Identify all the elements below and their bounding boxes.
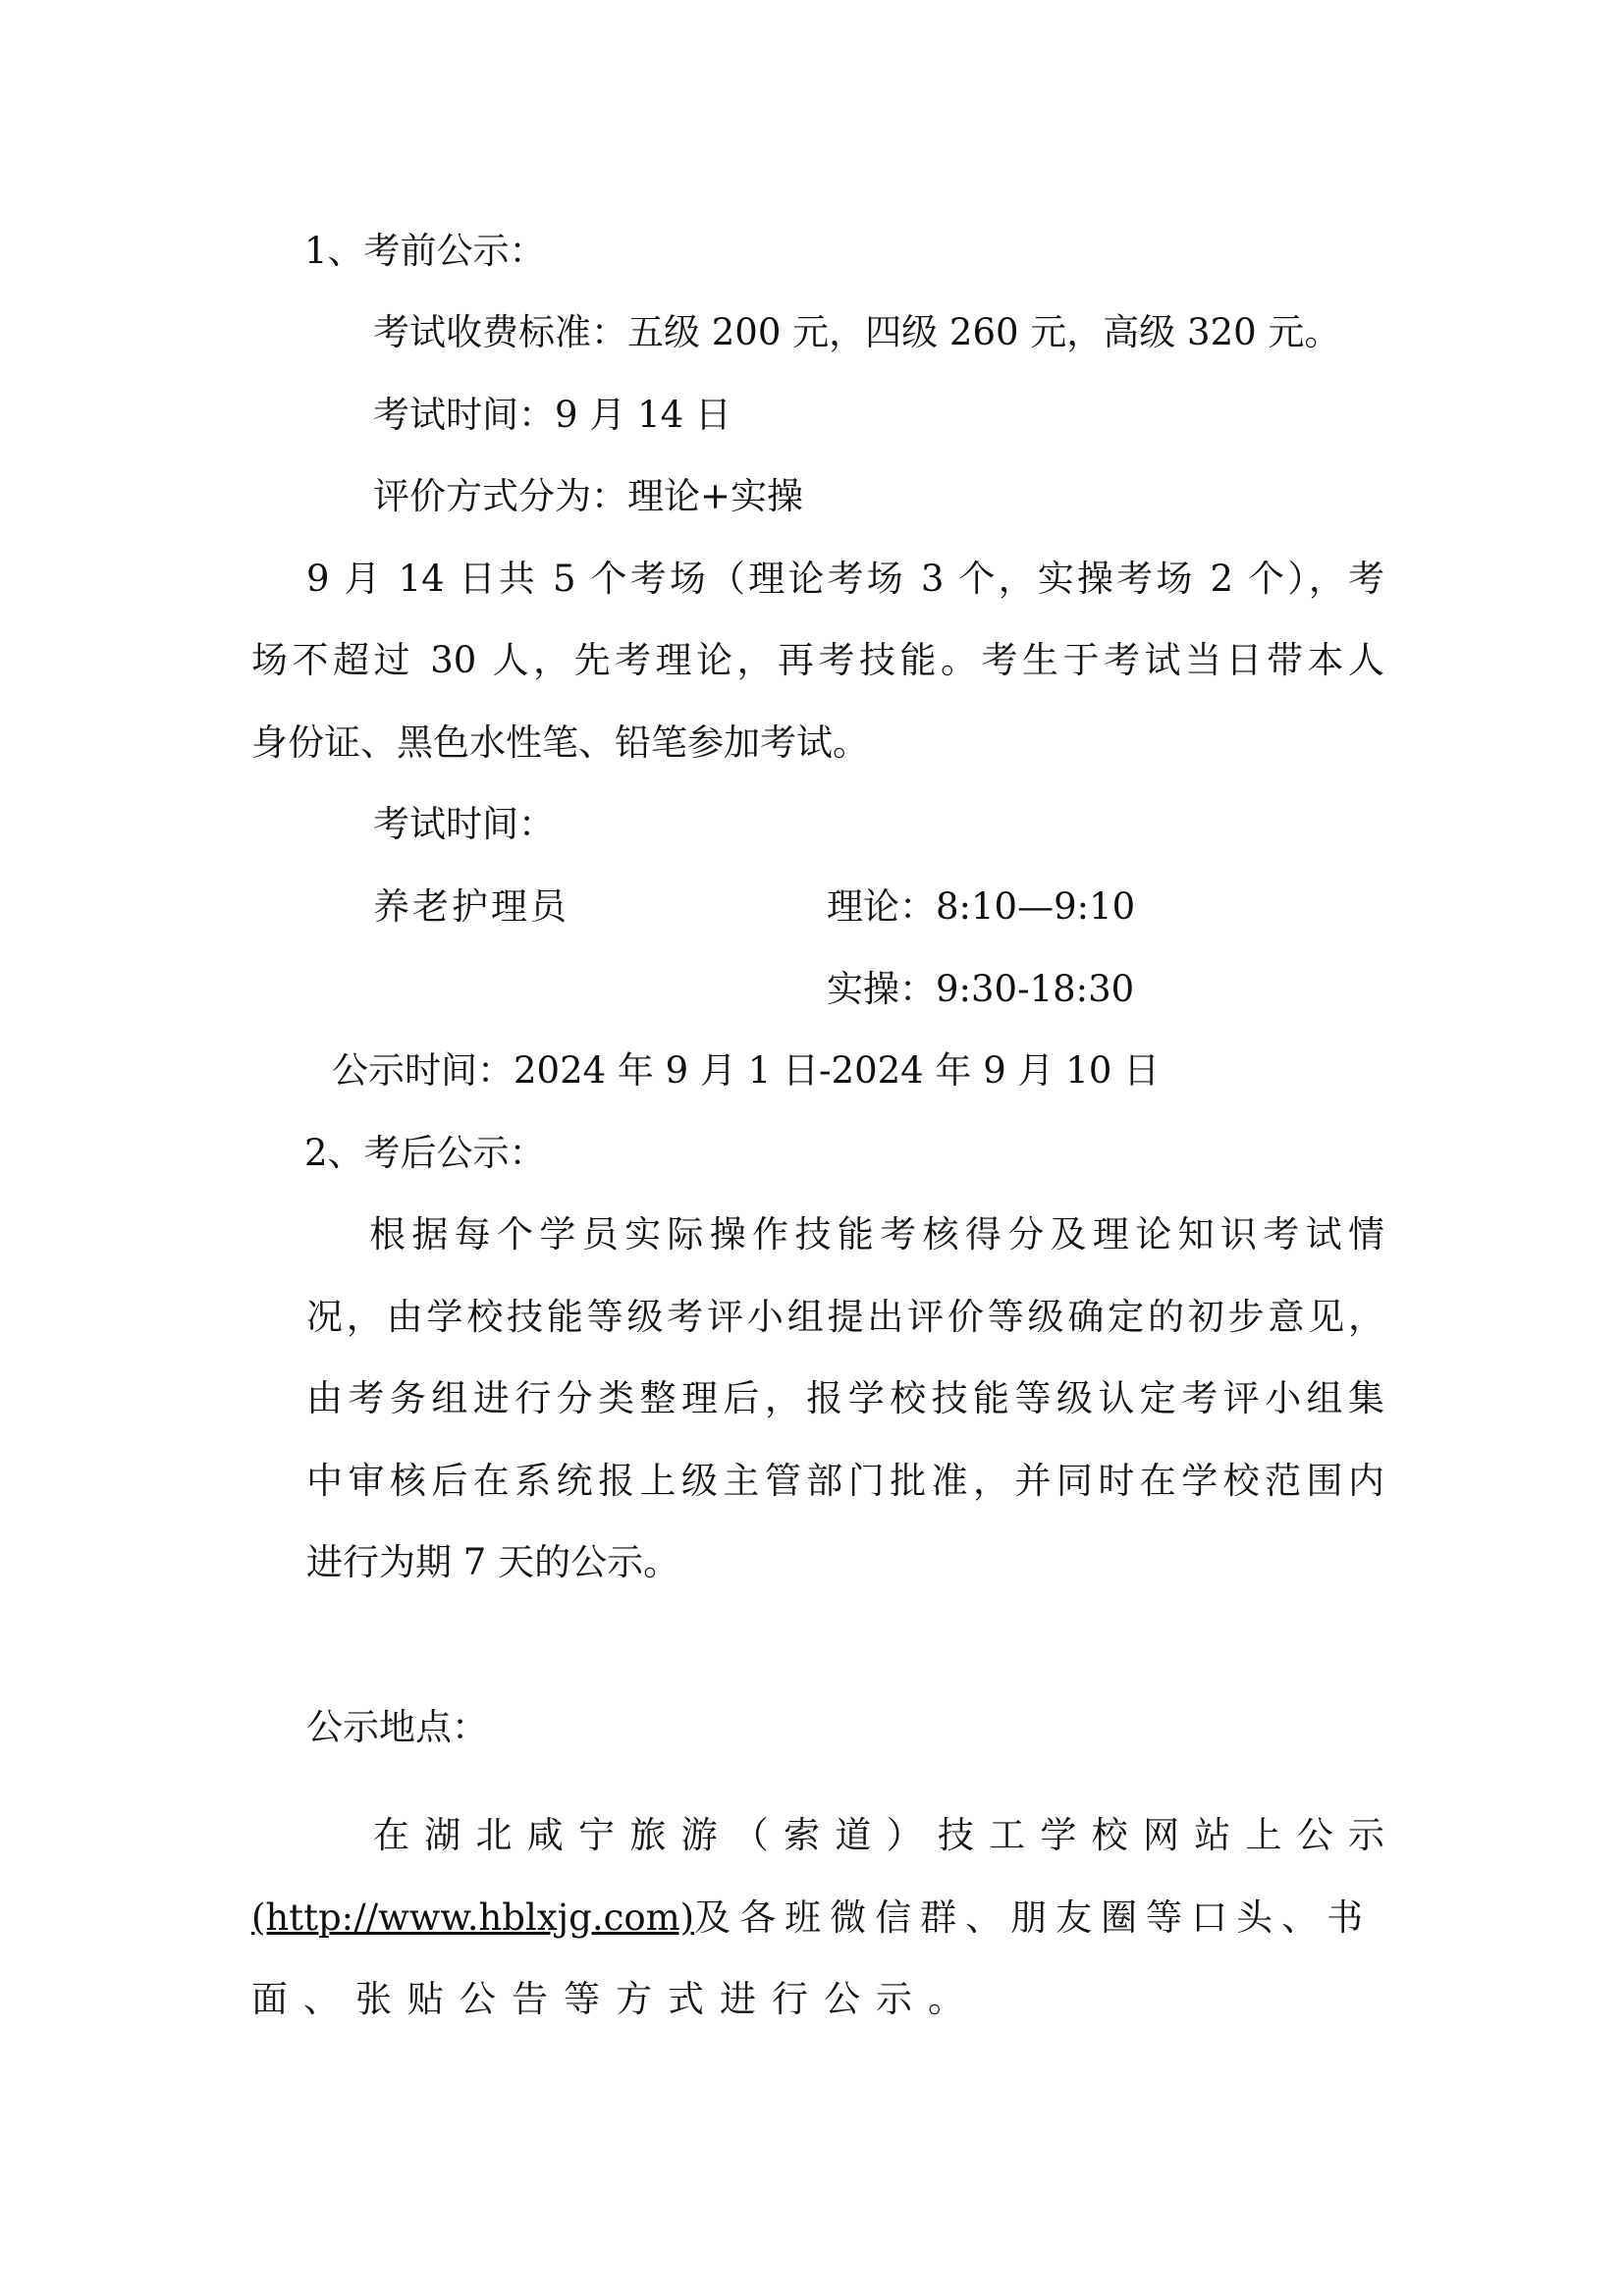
location-line-2 — [251, 1895, 1372, 1942]
section2-heading: 2、考后公示： — [304, 1132, 546, 1174]
notice-period: 公示时间：2024 年 9 月 1 日-2024 年 9 月 10 日 — [332, 1049, 1161, 1092]
school-website-link[interactable]: (http://www.hblxjg.com) — [251, 1896, 695, 1939]
section2-line-1: 根据每个学员实际操作技能考核得分及理论知识考试情 — [369, 1213, 1384, 1255]
section2-line-4: 中审核后在系统报上级主管部门批准，并同时在学校范围内 — [306, 1460, 1384, 1502]
exam-fee: 考试收费标准：五级 200 元，四级 260 元，高级 320 元。 — [373, 311, 1341, 353]
location-label: 公示地点： — [306, 1706, 488, 1748]
exam-date: 考试时间：9 月 14 日 — [373, 394, 731, 436]
section1-heading: 1、考前公示： — [304, 230, 546, 272]
schedule-label: 考试时间： — [373, 803, 555, 845]
schedule-theory: 理论：8:10—9:10 — [827, 885, 1136, 928]
section2-line-2: 况，由学校技能等级考评小组提出评价等级确定的初步意见， — [306, 1296, 1384, 1338]
venues-line-1: 9 月 14 日共 5 个考场（理论考场 3 个，实操考场 2 个），考 — [306, 558, 1384, 600]
schedule-occupation: 养老护理员 — [373, 885, 569, 928]
section2-line-5: 进行为期 7 天的公示。 — [306, 1541, 680, 1583]
location-line-3: 面、张贴公告等方式进行公示。 — [251, 1978, 980, 2020]
section2-line-3: 由考务组进行分类整理后，报学校技能等级认定考评小组集 — [306, 1377, 1384, 1419]
venues-line-2: 场不超过 30 人，先考理论，再考技能。考生于考试当日带本人 — [251, 639, 1384, 681]
location-line-1: 在湖北咸宁旅游（索道）技工学校网站上公示 — [373, 1814, 1384, 1856]
location-line-2-rest: 及各班微信群、朋友圈等口头、书 — [694, 1896, 1373, 1939]
venues-line-3: 身份证、黑色水性笔、铅笔参加考试。 — [251, 721, 869, 764]
evaluation-method: 评价方式分为：理论+实操 — [373, 475, 804, 517]
schedule-practice: 实操：9:30-18:30 — [827, 968, 1135, 1010]
